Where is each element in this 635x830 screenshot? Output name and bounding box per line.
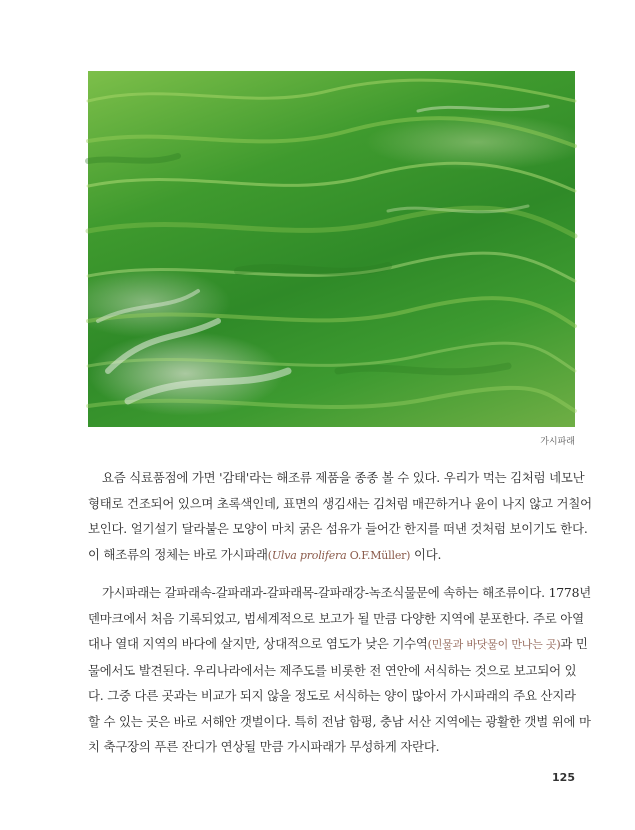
line-text: 이 해조류의 정체는 바로 가시파래 xyxy=(88,546,268,562)
line-text: 이다. xyxy=(410,546,442,562)
paragraph-line: 보인다. 얼기설기 달라붙은 모양이 마치 굵은 섬유가 들어간 한지를 떠낸 것처럼 보이기도 한다. xyxy=(88,521,588,536)
latin-species: Ulva prolifera xyxy=(271,548,347,562)
latin-author: O.F.Müller) xyxy=(346,548,411,562)
paragraph-line: 치 축구장의 푸른 잔디가 연상될 만큼 가시파래가 무성하게 자란다. xyxy=(88,739,440,754)
paragraph-intro xyxy=(88,465,592,568)
latin-name xyxy=(268,549,411,562)
paragraph-line: 가시파래는 갈파래속-갈파래과-갈파래목-갈파래강-녹조식물문에 속하는 해조류이다. 1778년 xyxy=(102,585,592,600)
line-text: 대나 열대 지역의 바다에 살지만, 상대적으로 염도가 낮은 기수역 xyxy=(88,636,428,651)
paragraph-line: 물에서도 발견된다. 우리나라에서는 제주도를 비롯한 전 연안에 서식하는 것으로 보고되어 있 xyxy=(88,662,577,678)
paragraph-line: 할 수 있는 곳은 바로 서해안 갯벌이다. 특히 전남 함평, 충남 서산 지역에는 광활한 갯벌 위에 마 xyxy=(88,713,591,729)
latin-open: ( xyxy=(267,548,272,562)
photo-caption: 가시파래 xyxy=(540,437,575,447)
paragraph-line: 덴마크에서 처음 기록되었고, 범세계적으로 보고가 될 만큼 다양한 지역에 분포한다. 주로 아열 xyxy=(88,610,584,626)
page-number: 125 xyxy=(552,771,575,784)
paragraph-line: 형태로 건조되어 있으며 초록색인데, 표면의 생김새는 김처럼 매끈하거나 윤이 나지 않고 거칠어 xyxy=(88,495,592,511)
brackish-note: (민물과 바닷물이 만나는 곳) xyxy=(427,638,561,651)
paragraph-line: 요즘 식료품점에 가면 '감태'라는 해조류 제품을 종종 볼 수 있다. 우리가 먹는 김처럼 네모난 xyxy=(102,470,585,485)
seaweed-texture xyxy=(88,71,575,427)
line-text: 과 민 xyxy=(560,636,588,651)
paragraph-description xyxy=(88,580,592,760)
paragraph-line xyxy=(88,631,588,658)
paragraph-line xyxy=(88,542,575,569)
paragraph-line: 다. 그중 다른 곳과는 비교가 되지 않을 정도로 서식하는 양이 많아서 가시파래의 주요 산지라 xyxy=(88,688,576,703)
seaweed-photo xyxy=(88,71,575,427)
